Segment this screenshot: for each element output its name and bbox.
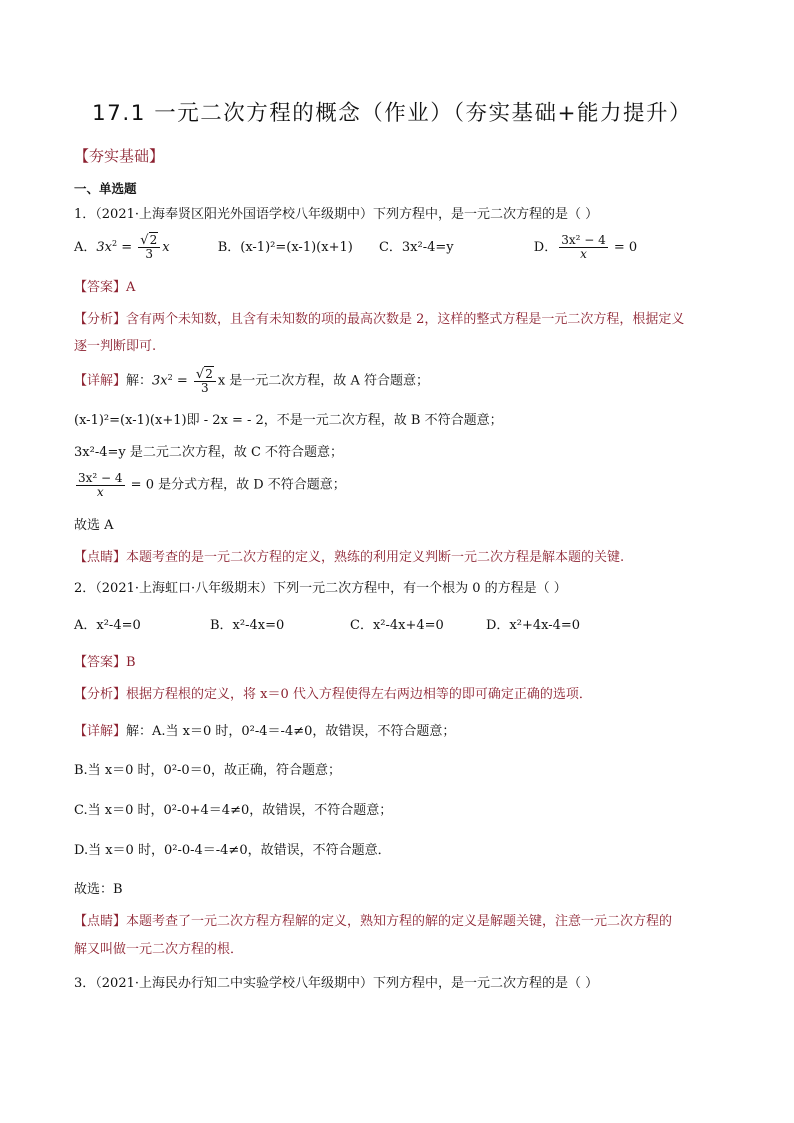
q1-analysis [74,311,684,329]
q2-option-a: A．x²-4=0 [74,618,141,633]
q1-detail-post: x 是一元二次方程，故 A 符合题意； [217,373,429,389]
q2-option-c: C．x²-4x+4=0 [350,618,444,633]
q1-option-d [534,234,637,261]
q1-option-a-radicand: 2 [149,233,158,247]
q2-detail-line3: C.当 x＝0 时，0²-0+4＝4≠0，故错误，不符合题意； [74,803,393,818]
q3-stem: 3．（2021·上海民办行知二中实验学校八年级期中）下列方程中，是一元二次方程的是（ ） [74,976,599,991]
q2-detail-text1: 解：A.当 x＝0 时，0²-4＝-4≠0，故错误，不符合题意； [126,724,456,739]
q1-analysis-tag: 【分析】 [74,312,127,327]
q1-detail-eq: = [172,373,192,389]
q1-detail-radicand: 2 [205,367,213,381]
q1-analysis-line1: 含有两个未知数，且含有未知数的项的最高次数是 2，这样的整式方程是一元二次方程，根据定义 [126,312,685,327]
q2-stem: 2．（2021·上海虹口·八年级期末）下列一元二次方程中，有一个根为 0 的方程是（ ） [74,581,567,596]
q1-detail-4-post: = 0 是分式方程，故 D 不符合题意； [126,477,346,493]
q1-option-a-sq: 2 [112,239,118,248]
q1-option-c: C．3x²-4=y [378,239,454,255]
q1-analysis-line2: 逐一判断即可. [74,339,157,354]
q1-option-a-den: 3 [145,247,154,261]
q1-comment-tag: 【点睛】 [74,550,127,565]
q1-detail-line5: 故选 A [74,518,114,533]
q1-detail-4-num: 3x² − 4 [78,471,123,485]
sqrt-icon: √ [140,233,149,248]
q1-comment [74,549,624,567]
q1-detail-4-den: x [96,485,104,499]
q1-option-d-fraction [559,234,608,261]
q2-answer [74,654,136,672]
q1-detail-line4 [74,472,346,506]
q2-comment-line1: 本题考查了一元二次方程方程解的定义，熟知方程的解的定义是解题关键，注意一元二次方程的 [126,914,673,929]
q2-analysis-text: 根据方程根的定义，将 x＝0 代入方程使得左右两边相等的即可确定正确的选项． [126,687,592,702]
q1-detail-line1 [74,368,429,400]
q1-detail-line2: (x-1)²=(x-1)(x+1)即 - 2x = - 2，不是一元二次方程，故 B 不符合题意； [74,413,503,428]
q1-option-d-tail: = 0 [609,240,638,255]
q1-detail-lhs: 3x [152,373,168,389]
q1-option-a-tail: x [162,240,170,255]
q1-comment-text: 本题考查的是一元二次方程的定义，熟练的利用定义判断一元二次方程是解本题的关键. [126,550,625,565]
q2-option-b: B．x²-4x=0 [210,618,285,633]
q1-option-d-num: 3x² − 4 [561,233,606,247]
q1-option-b: B．(x-1)²=(x-1)(x+1) [217,239,353,255]
q1-detail-line3: 3x²-4=y 是二元二次方程，故 C 不符合题意； [74,445,344,460]
q1-detail-pre: 解： [126,373,153,389]
q2-option-d: D．x²+4x-4=0 [486,618,581,633]
q1-option-a-eq: = [117,240,137,255]
q1-detail-4-fraction [76,472,125,499]
sqrt-icon: √ [195,367,205,382]
q1-option-a-label: A． [74,240,97,255]
q2-detail-line2: B.当 x＝0 时，0²-0＝0，故正确，符合题意； [74,763,341,778]
q1-option-d-den: x [580,247,587,261]
part-heading: 一、单选题 [74,181,137,196]
q1-detail-den: 3 [201,381,209,395]
q1-detail-sq: 2 [167,373,173,382]
q2-detail-line1 [74,723,455,741]
q1-answer [74,279,135,297]
q2-answer-tag: 【答案】 [74,655,127,670]
q2-comment [74,913,672,931]
q1-option-a [74,234,170,261]
q2-answer-value: B [126,655,136,670]
q2-analysis-tag: 【分析】 [74,687,127,702]
q2-detail-tag: 【详解】 [74,724,127,739]
q1-options [74,234,637,270]
q1-answer-tag: 【答案】 [74,280,127,295]
section-tag: 【夯实基础】 [74,147,165,165]
q1-detail-tag: 【详解】 [74,373,127,389]
q1-answer-value: A [126,280,136,295]
q2-detail-line4: D.当 x＝0 时，0²-0-4＝-4≠0，故错误，不符合题意． [74,843,391,858]
q2-comment-tag: 【点睛】 [74,914,127,929]
q1-stem: 1．（2021·上海奉贤区阳光外国语学校八年级期中）下列方程中，是一元二次方程的是（ ） [74,207,599,222]
q1-option-a-fraction [138,234,160,261]
q1-detail-fraction [194,368,216,395]
page-title: 17.1 一元二次方程的概念（作业）（夯实基础+能力提升） [92,101,692,126]
q2-detail-line5: 故选：B [74,882,123,897]
q1-option-a-lhs: 3x [96,240,112,255]
q2-comment-line2: 解又叫做一元二次方程的根． [74,942,244,957]
q1-option-d-label: D． [533,240,558,255]
q2-analysis [74,686,592,704]
q2-options [74,617,580,635]
